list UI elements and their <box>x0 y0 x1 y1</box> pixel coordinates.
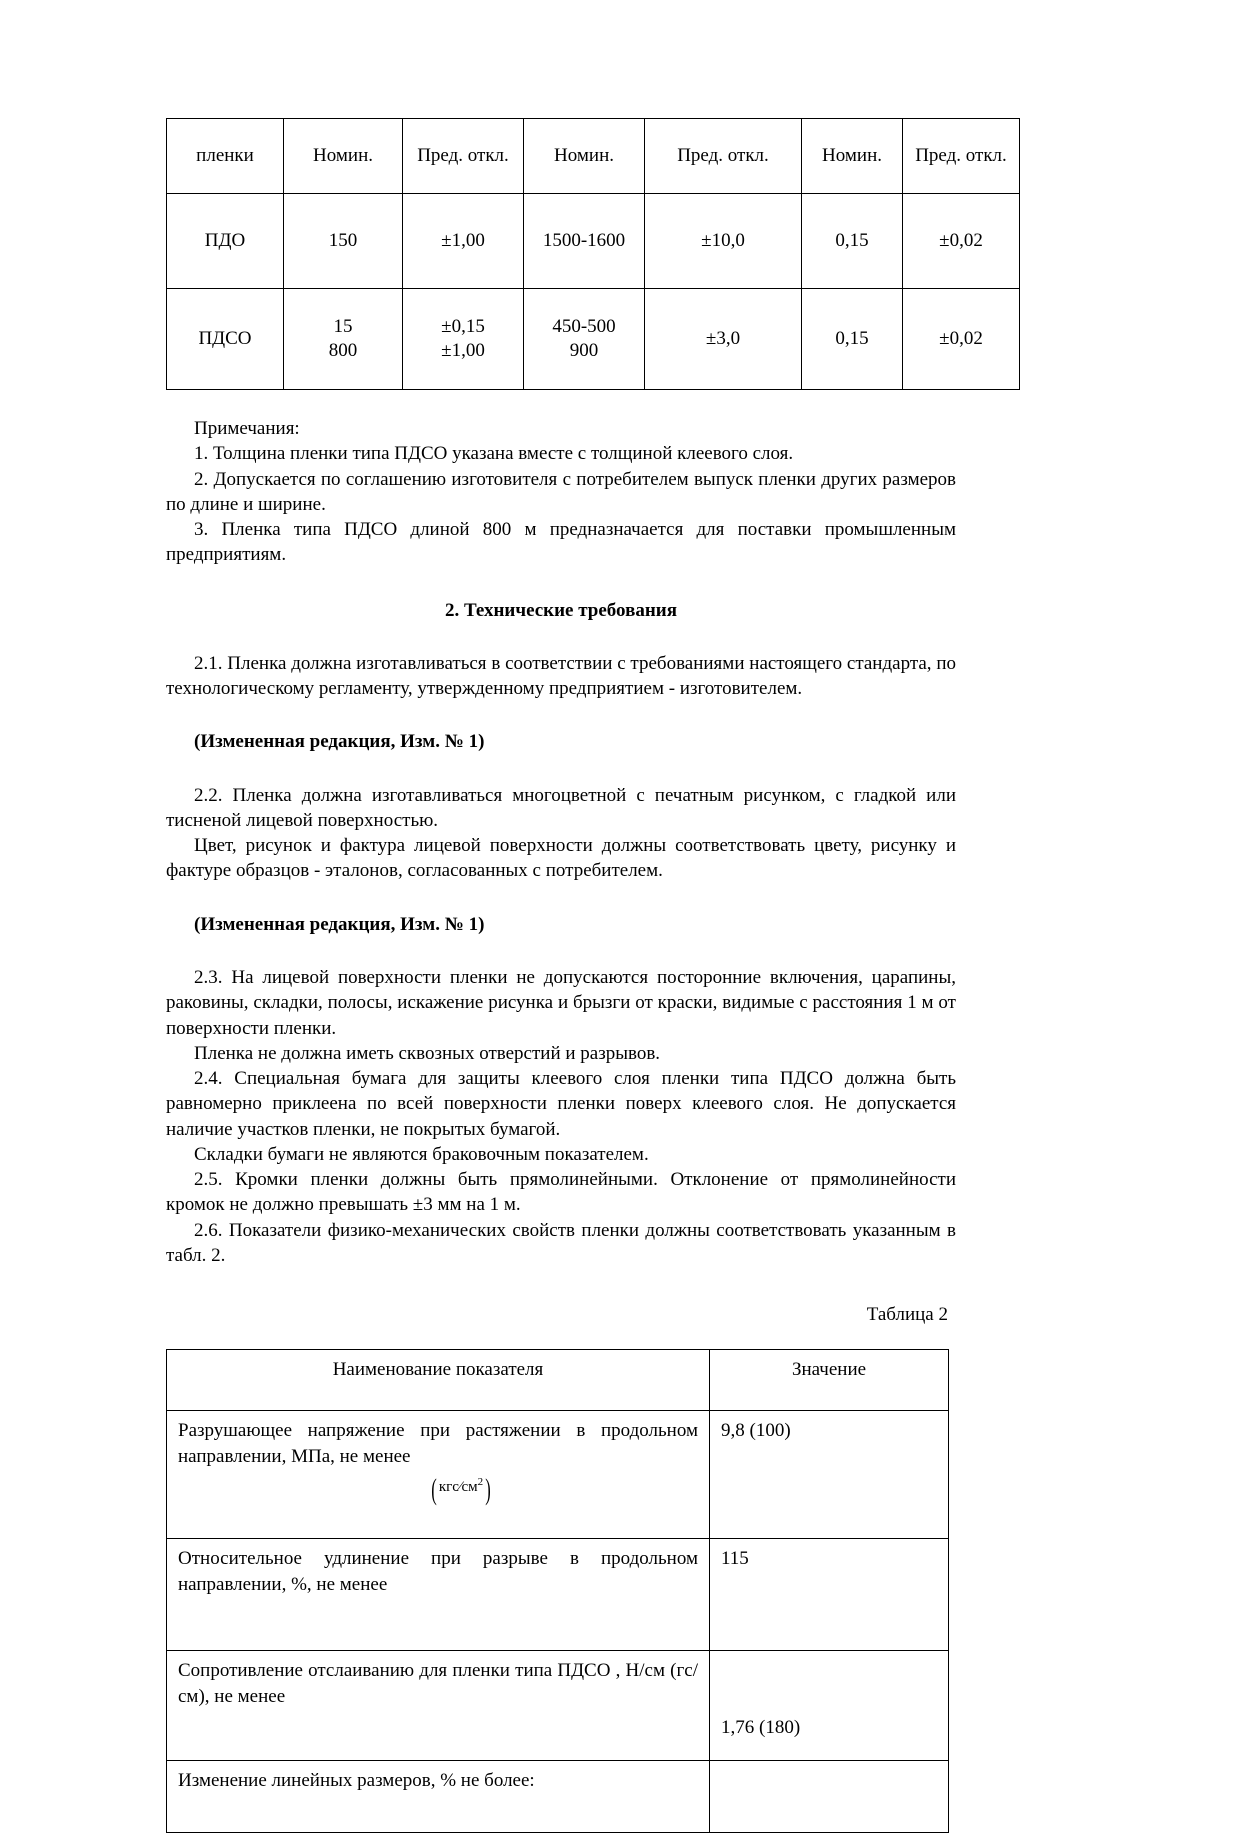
note-item-3: 3. Пленка типа ПДСО длиной 800 м предназначается для поставки промышленным предприятиям. <box>166 519 956 566</box>
table-row-header <box>167 1350 949 1411</box>
notes-block <box>166 416 956 568</box>
formula-exponent: 2 <box>477 1475 484 1488</box>
table1-header-deviation-2: Пред. откл. <box>645 119 802 194</box>
table-2-properties <box>166 1349 949 1833</box>
table1-header-nominal-1: Номин. <box>284 119 403 194</box>
table1-cell-film: ПДО <box>167 194 284 289</box>
table-row <box>167 1761 949 1833</box>
table1-cell-deviation-2: ±10,0 <box>645 194 802 289</box>
table1-cell-deviation-1 <box>403 289 524 390</box>
spacer <box>166 1268 956 1302</box>
spacer <box>166 701 956 729</box>
table1-cell-nominal-2 <box>524 289 645 390</box>
table2-cell-value: 1,76 (180) <box>710 1651 949 1761</box>
table1-cell-deviation-3: ±0,02 <box>903 194 1020 289</box>
revision-note-2: (Измененная редакция, Изм. № 1) <box>194 913 485 935</box>
table-row <box>167 1651 949 1761</box>
formula-numerator: кгс <box>438 1478 459 1495</box>
section-heading-technical-requirements: 2. Технические требования <box>444 599 678 621</box>
table1-cell-nominal-3: 0,15 <box>802 194 903 289</box>
formula-slash: ⁄ <box>458 1478 462 1495</box>
table-row <box>167 1411 949 1539</box>
table-1-dimensions <box>166 118 1020 390</box>
note-item-2: 2. Допускается по соглашению изготовителя с потребителем выпуск пленки других размеров по длине и ширине. <box>166 468 956 515</box>
spacer <box>166 755 956 783</box>
table2-row1-name-suffix: , не менее <box>330 1445 411 1467</box>
table2-cell-name: Сопротивление отслаиванию для пленки типа ПДСО , Н/см (гс/см), не менее <box>167 1651 710 1761</box>
table2-row1-formula-wrap <box>178 1469 698 1506</box>
table2-cell-value <box>710 1761 949 1833</box>
table2-cell-name: Изменение линейных размеров, % не более: <box>167 1761 710 1833</box>
table1-cell-deviation-1: ±1,00 <box>403 194 524 289</box>
table1-cell-nominal-1 <box>284 289 403 390</box>
table1-header-nominal-2: Номин. <box>524 119 645 194</box>
page-content <box>166 118 1007 1833</box>
table1-header-deviation-1: Пред. откл. <box>403 119 524 194</box>
table1-cell-deviation-1-line2: ±1,00 <box>441 340 485 361</box>
paragraph-2-5: 2.5. Кромки пленки должны быть прямолинейными. Отклонение от прямолинейности кромок не должно превышать ±3 мм на 1 м. <box>166 1169 956 1216</box>
paragraph-2-4b: Складки бумаги не являются браковочным показателем. <box>194 1143 649 1165</box>
table-row <box>167 1539 949 1651</box>
table1-cell-nominal-1: 150 <box>284 194 403 289</box>
table2-row1-name-text: Разрушающее напряжение при растяжении в продольном направлении, МПа <box>178 1420 698 1467</box>
formula-kgs-per-cm2: ( $кгс⁄см^2$) <box>431 1472 491 1506</box>
table1-cell-deviation-2: ±3,0 <box>645 289 802 390</box>
spacer <box>166 884 956 912</box>
table2-cell-name: Относительное удлинение при разрыве в продольном направлении, %, не менее <box>167 1539 710 1651</box>
formula-denominator: см <box>461 1478 478 1495</box>
paragraph-2-1: 2.1. Пленка должна изготавливаться в соответствии с требованиями настоящего стандарта, по технологическому регламенту, утвержденному предприятием - изготовителем. <box>166 652 956 700</box>
table1-cell-nominal-2-line2: 900 <box>569 340 599 361</box>
table1-cell-nominal-2-line1: 450-500 <box>552 315 616 337</box>
paragraph-2-4a: 2.4. Специальная бумага для защиты клеевого слоя пленки типа ПДСО должна быть равномерно приклеена по всей поверхности пленки поверх клеевого слоя. Не допускается наличие участков пленки, не покрытых бумагой. <box>166 1068 956 1140</box>
table-row <box>167 194 1020 289</box>
paragraph-2-2a: 2.2. Пленка должна изготавливаться многоцветной с печатным рисунком, с гладкой или тисненой лицевой поверхностью. <box>166 784 956 831</box>
spacer <box>166 623 956 651</box>
table2-cell-name <box>167 1411 710 1539</box>
table2-cell-value: 115 <box>710 1539 949 1651</box>
table-row <box>167 289 1020 390</box>
table1-header-nominal-3: Номин. <box>802 119 903 194</box>
note-item-1: 1. Толщина пленки типа ПДСО указана вместе с толщиной клеевого слоя. <box>194 443 794 465</box>
paragraph-2-3b: Пленка не должна иметь сквозных отверстий и разрывов. <box>194 1042 661 1064</box>
table1-cell-deviation-3: ±0,02 <box>903 289 1020 390</box>
paragraph-2-3a: 2.3. На лицевой поверхности пленки не допускаются посторонние включения, царапины, раковины, складки, полосы, искажение рисунка и брызги от краски, видимые с расстояния 1 м от поверхности пленки. <box>166 966 956 1039</box>
table2-header-name: Наименование показателя <box>167 1350 710 1411</box>
table1-cell-deviation-1-line1: ±0,15 <box>441 315 485 337</box>
table1-cell-film: ПДСО <box>167 289 284 390</box>
table-2-caption: Таблица 2 <box>866 1304 948 1326</box>
paragraph-2-2b: Цвет, рисунок и фактура лицевой поверхности должны соответствовать цвету, рисунку и фактуре образцов - эталонов, согласованных с потребителем. <box>166 835 956 882</box>
table-row-header <box>167 119 1020 194</box>
table1-cell-nominal-3: 0,15 <box>802 289 903 390</box>
spacer <box>166 937 956 965</box>
table2-cell-value: 9,8 (100) <box>710 1411 949 1539</box>
table2-header-value: Значение <box>710 1350 949 1411</box>
table1-cell-nominal-1-line1: 15 <box>333 315 353 337</box>
table1-cell-nominal-2: 1500-1600 <box>524 194 645 289</box>
notes-title: Примечания: <box>194 418 300 439</box>
table1-header-film: пленки <box>167 119 284 194</box>
table1-cell-nominal-1-line2: 800 <box>328 340 358 361</box>
revision-note-1: (Измененная редакция, Изм. № 1) <box>194 731 485 753</box>
table1-header-deviation-3: Пред. откл. <box>903 119 1020 194</box>
paragraph-2-6: 2.6. Показатели физико-механических свойств пленки должны соответствовать указанным в табл. 2. <box>166 1219 956 1266</box>
